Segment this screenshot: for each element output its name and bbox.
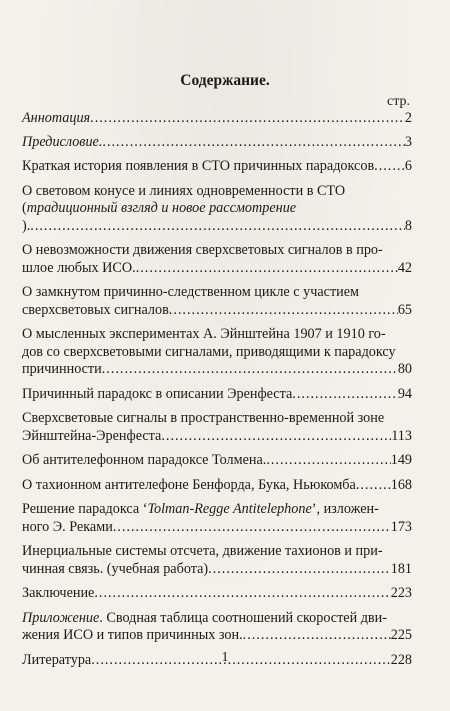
leader-dots [374, 158, 405, 176]
toc-entry-line: О невозможности движения сверхсветовых сигналов в про- [22, 242, 383, 258]
toc-entry-title: Предисловие. [22, 133, 103, 150]
toc-page-number: 8 [404, 217, 412, 234]
toc-entry-title: Об антителефонном парадоксе Толмена. [22, 452, 267, 468]
toc-entry-recami [22, 501, 412, 536]
toc-entry-title: ного Э. Реками [22, 518, 113, 535]
toc-page-number: 42 [397, 259, 412, 276]
contents-title: Содержание. [180, 72, 270, 89]
toc-entry-closed-cycle [22, 284, 412, 319]
toc-entry-title: Эйнштейна-Эренфеста [22, 427, 162, 444]
toc-page-number: 80 [397, 361, 412, 377]
toc-entry-title: Заключение [22, 585, 95, 601]
toc-page-number: 65 [397, 301, 412, 318]
leader-dots [30, 218, 405, 236]
toc-page-number: 94 [397, 385, 412, 402]
toc-entry-line: . Сводная таблица соотношений скоростей дви- [99, 609, 387, 626]
toc-page-number: 3 [404, 133, 412, 150]
toc-entry-title: Краткая история появления в СТО причинных парадоксов [22, 158, 375, 174]
toc-entry-benford [22, 477, 412, 495]
toc-entry-title: ). [22, 217, 31, 234]
toc-entry-line: Инерциальные системы отсчета, движение тахионов и при- [22, 543, 383, 559]
toc-page-number: 2 [404, 110, 412, 126]
toc-entry-title: сверхсветовых сигналов [22, 301, 169, 318]
toc-entry-conclusion [22, 585, 412, 603]
page-column-label: стр. [386, 94, 410, 109]
toc-page-number: 173 [390, 518, 412, 535]
leader-dots [102, 134, 405, 152]
toc-entry-line: О замкнутом причинно-следственном цикле с участием [22, 284, 360, 300]
leader-dots [356, 477, 391, 495]
toc-entry-line: Приложение [22, 609, 100, 626]
toc-entry-line: О мысленных экспериментах А. Эйнштейна 1907 и 1910 го- [22, 326, 386, 342]
toc-entry-inertial-systems [22, 543, 412, 578]
leader-dots [208, 561, 391, 579]
leader-dots [169, 302, 398, 320]
toc-entry-annotation [22, 110, 412, 128]
toc-page-number: 168 [390, 476, 412, 493]
toc-entry-title: Аннотация [22, 110, 91, 126]
toc-entry-superluminal-zone [22, 410, 412, 445]
toc-entry-title: О тахионном антителефоне Бенфорда, Бука, Ньюкомба [22, 476, 356, 493]
toc-page-number: 223 [390, 585, 412, 601]
toc-entry-preface [22, 134, 412, 152]
toc-entry-title: причинности [22, 361, 102, 377]
toc-entry-appendix [22, 610, 412, 645]
leader-dots [292, 386, 398, 404]
toc-entry-thought-experiments [22, 326, 412, 379]
leader-dots [266, 452, 390, 470]
leader-dots [113, 519, 391, 537]
toc-entry-light-cone [22, 183, 412, 236]
toc-entry-line: ’, изложен- [311, 501, 379, 517]
leader-dots [161, 428, 391, 446]
toc-entry-line: дов со сверхсветовыми сигналами, приводящими к парадоксу [22, 343, 396, 360]
toc-entry-title: жения ИСО и типов причинных зон. [22, 627, 243, 643]
toc-page-number: 113 [391, 427, 412, 444]
toc-entry-tolman [22, 452, 412, 470]
leader-dots [102, 361, 398, 379]
toc-entry-title: шлое любых ИСО. [22, 259, 136, 276]
leader-dots [90, 110, 405, 128]
toc-entry-title: Причинный парадокс в описании Эренфеста [22, 385, 293, 402]
toc-entry-line: О световом конусе и линиях одновременности в СТО ( [22, 182, 346, 216]
toc-page-number: 181 [390, 560, 412, 577]
toc-entry-line: Сверхсветовые сигналы в пространственно-временной зоне [22, 410, 385, 426]
page-number: 1 [221, 650, 229, 665]
toc-entry-impossibility [22, 242, 412, 277]
leader-dots [243, 627, 391, 645]
toc-page-number: 225 [390, 627, 412, 643]
table-of-contents [22, 110, 412, 669]
toc-page-number: 149 [390, 452, 412, 468]
toc-entry-ehrenfest [22, 386, 412, 404]
toc-entry-line: традиционный взгляд и новое рассмотрение [26, 200, 297, 216]
toc-page-number: 6 [404, 158, 412, 174]
toc-entry-title: Литература [22, 651, 92, 668]
toc-page-number: 228 [390, 651, 412, 668]
leader-dots [94, 585, 390, 603]
toc-entry-title: чинная связь. (учебная работа) [22, 560, 209, 577]
toc-entry-line: Решение парадокса ‘ [22, 501, 148, 517]
toc-entry-history [22, 158, 412, 176]
leader-dots [136, 260, 398, 278]
toc-entry-line: Tolman-Regge Antitelephone [147, 501, 312, 517]
